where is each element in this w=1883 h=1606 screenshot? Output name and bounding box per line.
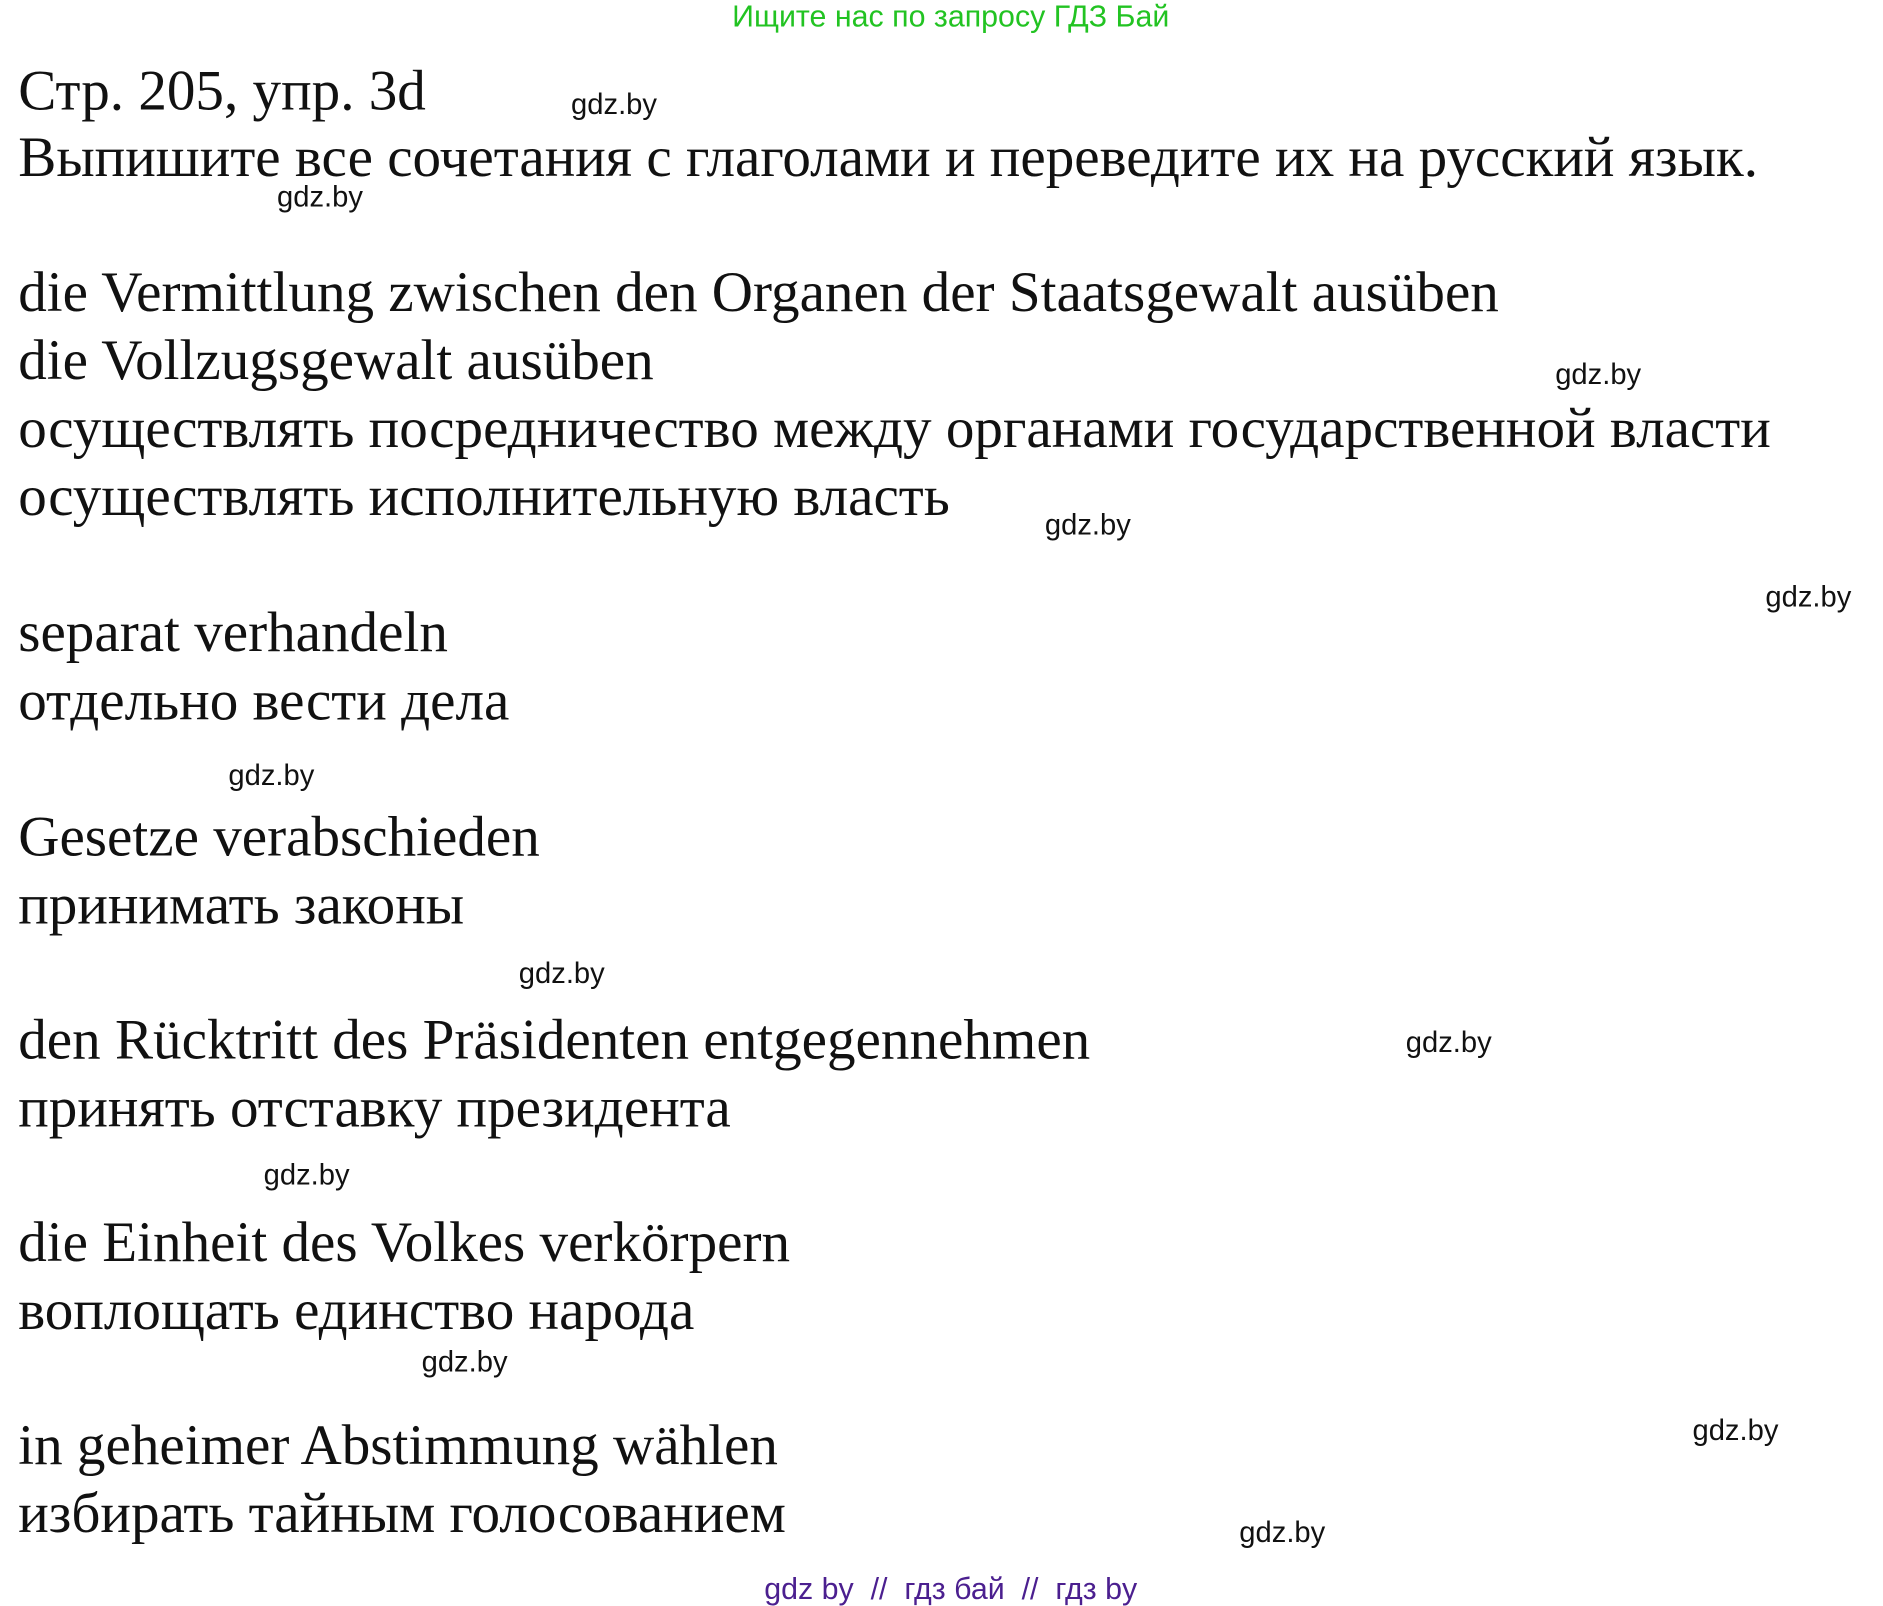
answer-line: осуществлять посредничество между органами государственной власти [18,397,1771,461]
answer-line: избирать тайным голосованием [18,1482,786,1546]
answer-line: принимать законы [18,873,465,937]
watermark: gdz.by [263,1159,350,1192]
watermark: gdz.by [571,88,657,122]
watermark: gdz.by [421,1346,508,1380]
watermark: gdz.by [518,957,605,991]
watermark: gdz.by [228,759,315,793]
answer-line: die Einheit des Volkes verkörpern [18,1211,791,1275]
header-search-hint: Ищите нас по запросу ГДЗ Бай [732,0,1170,35]
exercise-title: Стр. 205, упр. 3d [18,59,426,123]
watermark: gdz.by [1044,509,1131,542]
answer-line: separat verhandeln [18,601,448,665]
answer-line: die Vermittlung zwischen den Organen der Staatsgewalt ausüben [18,261,1499,325]
watermark: gdz.by [1239,1516,1326,1550]
watermark: gdz.by [1405,1026,1492,1060]
watermark: gdz.by [1692,1414,1779,1448]
footer-links[interactable]: gdz by // гдз бай // гдз by [764,1572,1138,1606]
answer-line: in geheimer Abstimmung wählen [18,1414,778,1478]
answer-line: осуществлять исполнительную власть [18,465,950,529]
watermark: gdz.by [1555,358,1642,392]
answer-line: die Vollzugsgewalt ausüben [18,329,654,393]
answer-line: принять отставку президента [18,1076,731,1140]
answer-line: отдельно вести дела [18,669,510,733]
watermark: gdz.by [1765,580,1852,614]
watermark: gdz.by [277,181,363,214]
answer-line: Gesetze verabschieden [18,805,540,869]
answer-line: воплощать единство народа [18,1279,695,1343]
answer-line: den Rücktritt des Präsidenten entgegennehmen [18,1008,1091,1072]
exercise-instruction: Выпишите все сочетания с глаголами и переведите их на русский язык. [18,126,1758,190]
